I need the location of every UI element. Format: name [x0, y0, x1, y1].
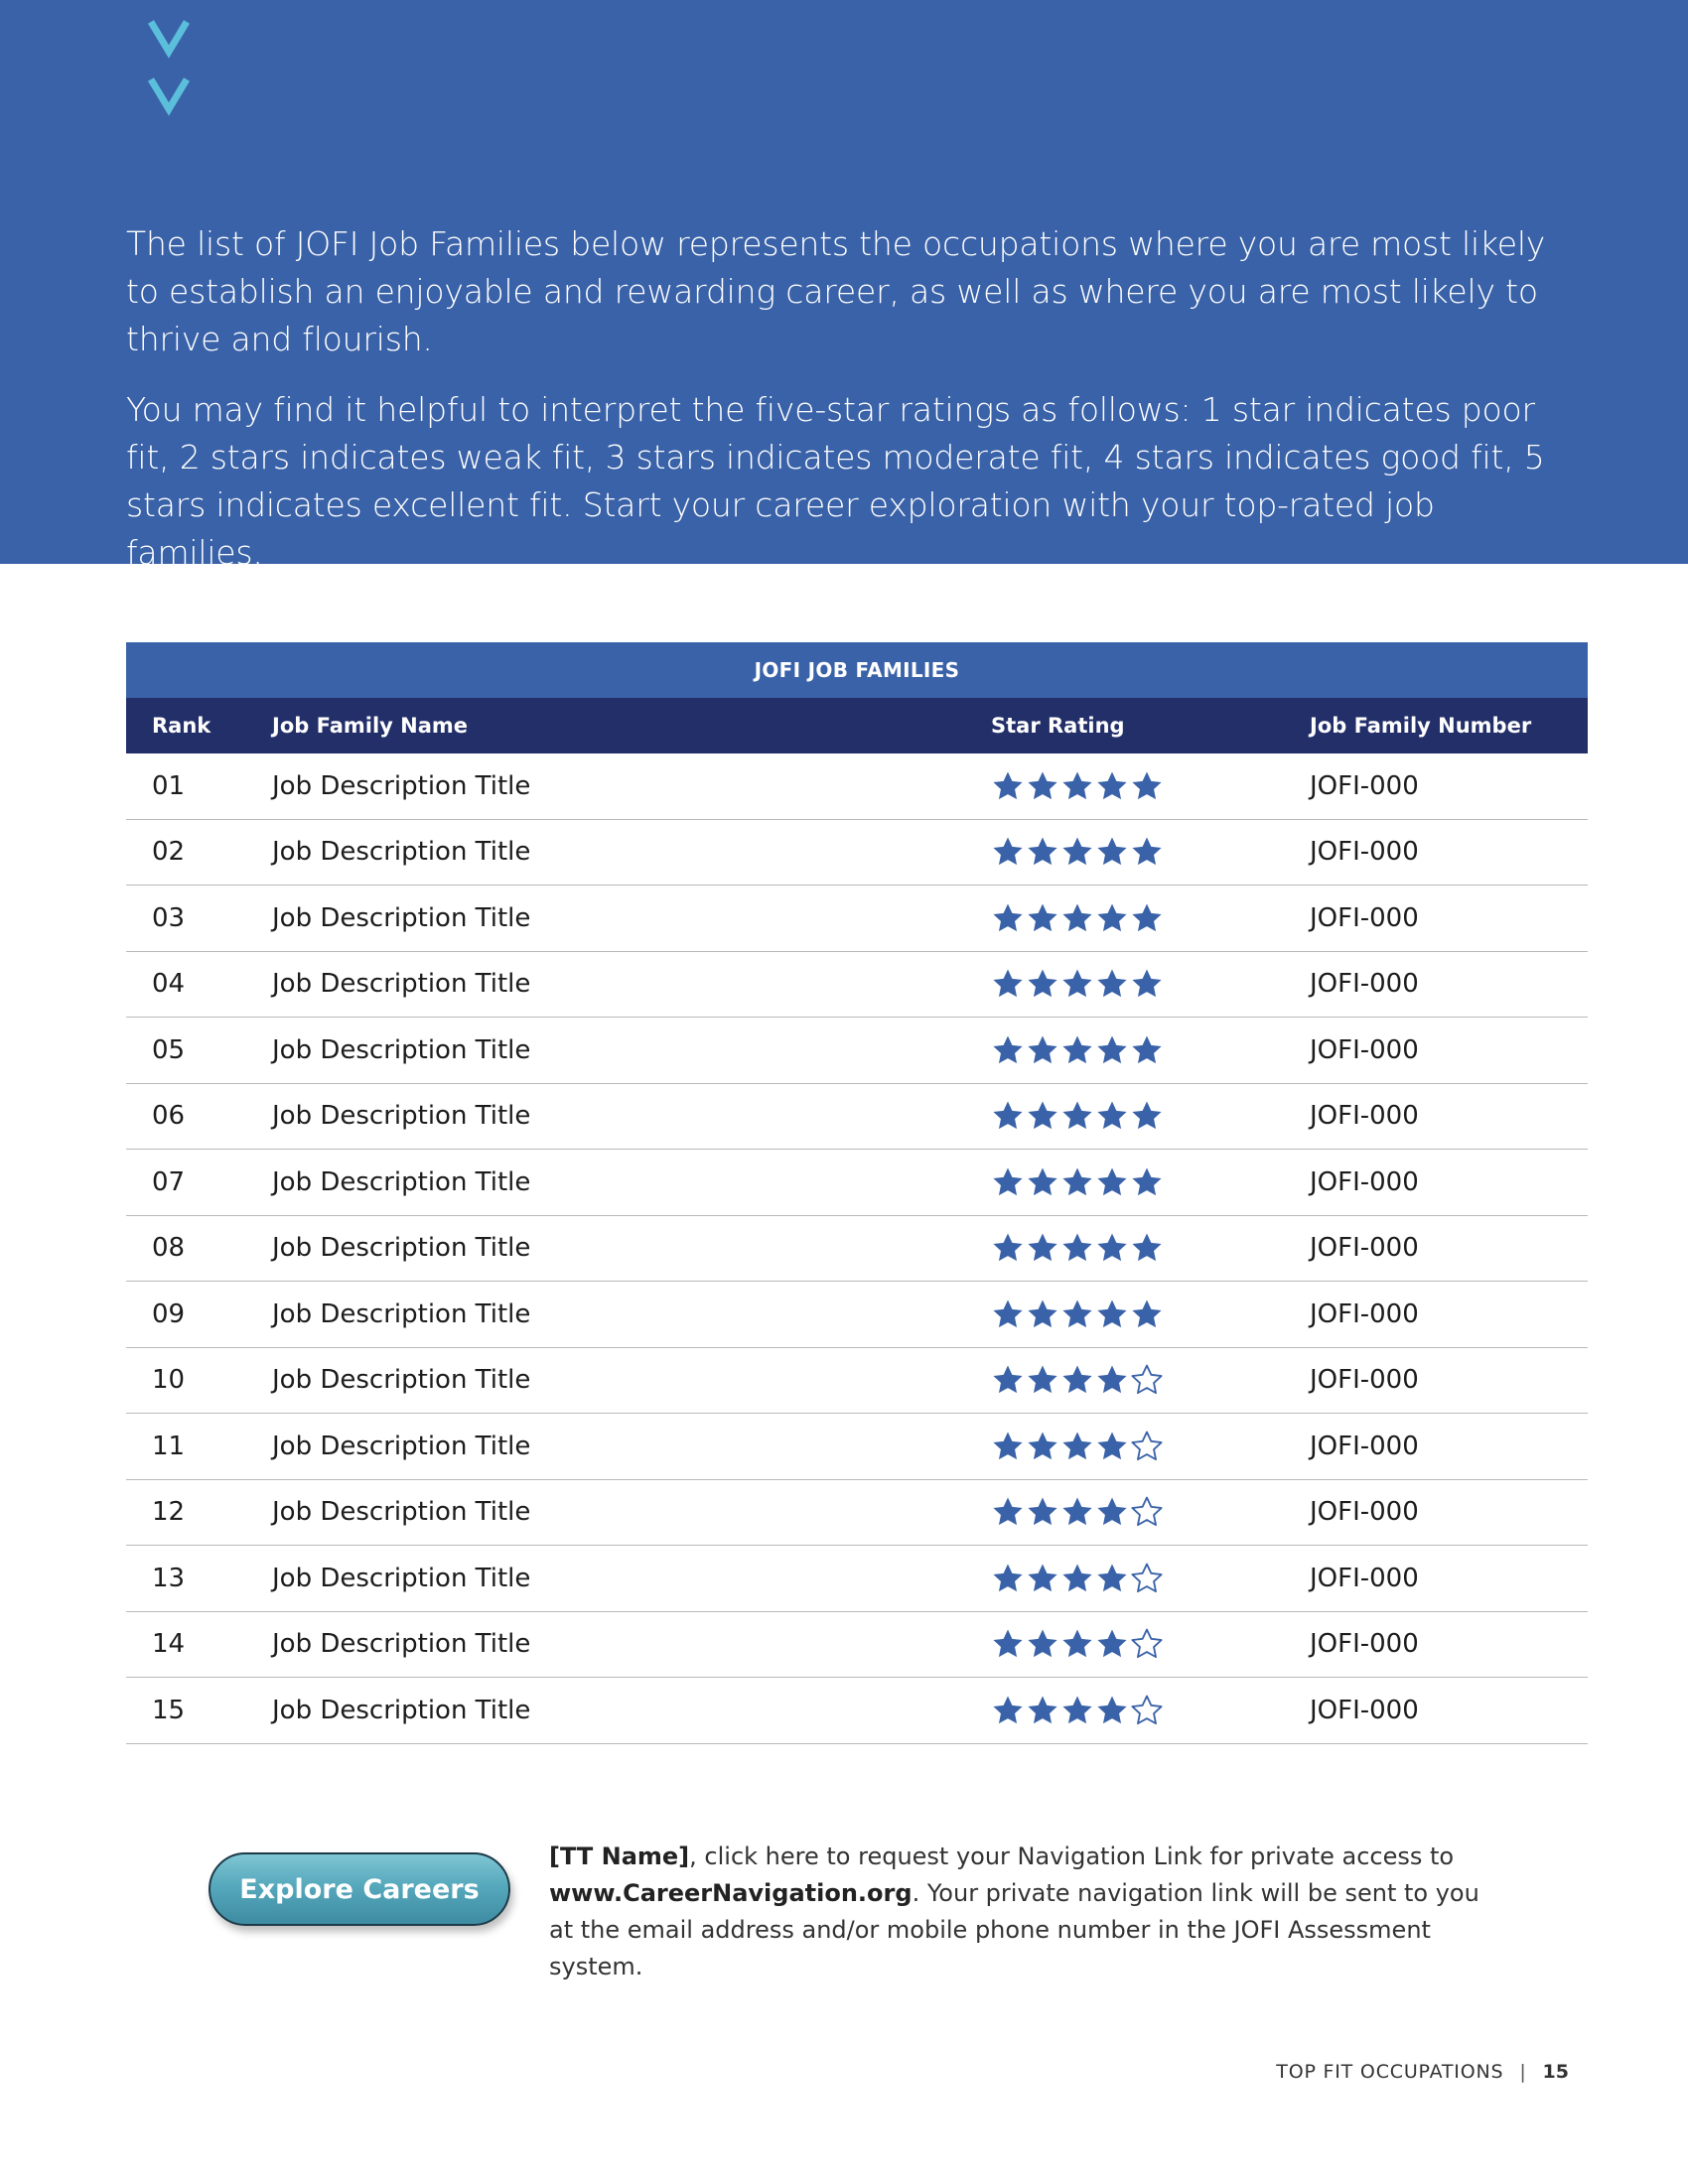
row-job-family-name: Job Description Title	[272, 1166, 531, 1197]
row-star-rating	[991, 1430, 1164, 1463]
row-job-family-name: Job Description Title	[272, 969, 531, 1000]
star-filled-icon	[1130, 1297, 1164, 1331]
star-filled-icon	[1026, 1099, 1059, 1133]
header-star-rating: Star Rating	[991, 714, 1125, 738]
row-job-family-name: Job Description Title	[272, 1563, 531, 1593]
row-star-rating	[991, 1033, 1164, 1067]
cta-text-before-link: , click here to request your Navigation Link for private access to	[689, 1843, 1455, 1870]
star-filled-icon	[991, 1627, 1025, 1661]
star-filled-icon	[991, 1363, 1025, 1397]
star-filled-icon	[991, 769, 1025, 803]
star-filled-icon	[1095, 1363, 1129, 1397]
star-filled-icon	[991, 1099, 1025, 1133]
row-job-family-name: Job Description Title	[272, 1101, 531, 1132]
row-job-family-name: Job Description Title	[272, 1629, 531, 1660]
table-row	[126, 952, 1588, 1019]
job-families-table	[126, 642, 1588, 1744]
star-filled-icon	[1026, 1297, 1059, 1331]
row-job-family-number: JOFI-000	[1310, 1298, 1419, 1329]
row-star-rating	[991, 1297, 1164, 1331]
row-star-rating	[991, 1099, 1164, 1133]
row-rank: 15	[152, 1695, 186, 1725]
table-row	[126, 886, 1588, 952]
star-filled-icon	[991, 1165, 1025, 1199]
star-empty-icon	[1130, 1495, 1164, 1529]
table-row	[126, 1612, 1588, 1679]
table-body	[126, 753, 1588, 1744]
row-job-family-number: JOFI-000	[1310, 1166, 1419, 1197]
star-filled-icon	[1060, 1165, 1094, 1199]
star-filled-icon	[1060, 1694, 1094, 1727]
row-rank: 11	[152, 1431, 186, 1461]
star-filled-icon	[991, 967, 1025, 1001]
row-job-family-name: Job Description Title	[272, 837, 531, 868]
row-star-rating	[991, 901, 1164, 935]
star-filled-icon	[1026, 1627, 1059, 1661]
header-job-family-name: Job Family Name	[272, 714, 469, 738]
table-row	[126, 1546, 1588, 1612]
row-job-family-number: JOFI-000	[1310, 902, 1419, 933]
star-filled-icon	[1130, 835, 1164, 869]
star-empty-icon	[1130, 1627, 1164, 1661]
header-rank: Rank	[152, 714, 211, 738]
header-job-family-number: Job Family Number	[1310, 714, 1532, 738]
star-filled-icon	[1060, 1297, 1094, 1331]
row-rank: 05	[152, 1034, 186, 1065]
star-filled-icon	[1095, 769, 1129, 803]
star-filled-icon	[1060, 1033, 1094, 1067]
star-filled-icon	[1026, 1363, 1059, 1397]
row-star-rating	[991, 1231, 1164, 1265]
star-empty-icon	[1130, 1430, 1164, 1463]
row-job-family-name: Job Description Title	[272, 1695, 531, 1725]
intro-paragraph-1: The list of JOFI Job Families below represents the occupations where you are most likely to establish an enjoyable and rewarding career, as well as where you are most likely to thrive and flourish.	[126, 224, 1546, 358]
row-star-rating	[991, 967, 1164, 1001]
page-number: 15	[1542, 2061, 1569, 2083]
row-rank: 06	[152, 1101, 186, 1132]
explore-careers-button[interactable]: Explore Careers	[209, 1852, 510, 1926]
row-job-family-number: JOFI-000	[1310, 770, 1419, 801]
star-filled-icon	[1095, 835, 1129, 869]
star-filled-icon	[1026, 1694, 1059, 1727]
row-job-family-number: JOFI-000	[1310, 1563, 1419, 1593]
star-filled-icon	[1026, 1231, 1059, 1265]
row-job-family-number: JOFI-000	[1310, 1497, 1419, 1528]
page-footer	[1276, 2061, 1569, 2083]
star-filled-icon	[1130, 769, 1164, 803]
star-filled-icon	[991, 1297, 1025, 1331]
row-rank: 09	[152, 1298, 186, 1329]
star-filled-icon	[991, 1495, 1025, 1529]
star-filled-icon	[991, 835, 1025, 869]
row-job-family-name: Job Description Title	[272, 770, 531, 801]
star-filled-icon	[1095, 901, 1129, 935]
row-rank: 02	[152, 837, 186, 868]
star-filled-icon	[1130, 1033, 1164, 1067]
star-filled-icon	[1130, 967, 1164, 1001]
star-filled-icon	[1095, 967, 1129, 1001]
tt-name-token: [TT Name]	[549, 1843, 690, 1870]
star-filled-icon	[1130, 1231, 1164, 1265]
row-rank: 07	[152, 1166, 186, 1197]
row-job-family-name: Job Description Title	[272, 1233, 531, 1264]
row-star-rating	[991, 1363, 1164, 1397]
row-star-rating	[991, 1495, 1164, 1529]
star-filled-icon	[1026, 769, 1059, 803]
table-row	[126, 1084, 1588, 1151]
star-filled-icon	[1060, 1231, 1094, 1265]
star-filled-icon	[1130, 1099, 1164, 1133]
row-job-family-number: JOFI-000	[1310, 1629, 1419, 1660]
star-empty-icon	[1130, 1562, 1164, 1595]
row-job-family-number: JOFI-000	[1310, 1695, 1419, 1725]
row-star-rating	[991, 1562, 1164, 1595]
star-filled-icon	[1095, 1627, 1129, 1661]
table-row	[126, 1414, 1588, 1480]
row-job-family-number: JOFI-000	[1310, 969, 1419, 1000]
row-job-family-number: JOFI-000	[1310, 1431, 1419, 1461]
cta-description	[549, 1839, 1482, 1985]
star-filled-icon	[991, 1694, 1025, 1727]
row-job-family-name: Job Description Title	[272, 1298, 531, 1329]
star-filled-icon	[991, 1430, 1025, 1463]
row-job-family-number: JOFI-000	[1310, 1101, 1419, 1132]
row-rank: 03	[152, 902, 186, 933]
star-filled-icon	[1060, 1627, 1094, 1661]
star-filled-icon	[1060, 1363, 1094, 1397]
career-navigation-link[interactable]: www.CareerNavigation.org	[549, 1879, 913, 1907]
intro-text	[126, 220, 1576, 600]
star-filled-icon	[1026, 1430, 1059, 1463]
row-star-rating	[991, 1627, 1164, 1661]
star-filled-icon	[1130, 1165, 1164, 1199]
star-filled-icon	[1095, 1165, 1129, 1199]
star-empty-icon	[1130, 1363, 1164, 1397]
row-job-family-number: JOFI-000	[1310, 837, 1419, 868]
table-row	[126, 1150, 1588, 1216]
star-filled-icon	[1026, 835, 1059, 869]
star-filled-icon	[1095, 1297, 1129, 1331]
table-row	[126, 1216, 1588, 1283]
footer-separator: |	[1519, 2061, 1527, 2083]
star-filled-icon	[1026, 1495, 1059, 1529]
table-header-row	[126, 698, 1588, 753]
star-filled-icon	[1060, 901, 1094, 935]
row-rank: 12	[152, 1497, 186, 1528]
row-star-rating	[991, 1165, 1164, 1199]
explore-careers-cta	[209, 1852, 510, 1926]
star-filled-icon	[1060, 1495, 1094, 1529]
row-job-family-number: JOFI-000	[1310, 1233, 1419, 1264]
star-filled-icon	[991, 1562, 1025, 1595]
chevron-logo-icon	[147, 18, 191, 117]
star-filled-icon	[1095, 1033, 1129, 1067]
star-filled-icon	[1130, 901, 1164, 935]
row-job-family-name: Job Description Title	[272, 1431, 531, 1461]
row-rank: 13	[152, 1563, 186, 1593]
star-filled-icon	[1060, 967, 1094, 1001]
star-filled-icon	[1026, 901, 1059, 935]
table-row	[126, 1480, 1588, 1547]
star-filled-icon	[1026, 967, 1059, 1001]
star-filled-icon	[1095, 1231, 1129, 1265]
cta-text-after-link: . Your private navigation link will be sent to you at the email address and/or mobile phone number in the JOFI Assessment system.	[549, 1879, 1479, 1980]
star-filled-icon	[991, 1231, 1025, 1265]
table-banner-title: JOFI JOB FAMILIES	[126, 642, 1588, 698]
table-row	[126, 1018, 1588, 1084]
star-filled-icon	[1026, 1165, 1059, 1199]
table-row	[126, 1348, 1588, 1415]
star-filled-icon	[991, 1033, 1025, 1067]
row-star-rating	[991, 769, 1164, 803]
star-empty-icon	[1130, 1694, 1164, 1727]
row-job-family-name: Job Description Title	[272, 1034, 531, 1065]
star-filled-icon	[1060, 769, 1094, 803]
star-filled-icon	[1060, 1562, 1094, 1595]
row-rank: 08	[152, 1233, 186, 1264]
row-star-rating	[991, 835, 1164, 869]
star-filled-icon	[1060, 835, 1094, 869]
table-row	[126, 820, 1588, 887]
table-row	[126, 1678, 1588, 1744]
star-filled-icon	[1095, 1694, 1129, 1727]
row-rank: 14	[152, 1629, 186, 1660]
star-filled-icon	[991, 901, 1025, 935]
row-job-family-name: Job Description Title	[272, 1497, 531, 1528]
star-filled-icon	[1095, 1495, 1129, 1529]
row-rank: 04	[152, 969, 186, 1000]
row-job-family-name: Job Description Title	[272, 1365, 531, 1396]
star-filled-icon	[1060, 1099, 1094, 1133]
row-star-rating	[991, 1694, 1164, 1727]
star-filled-icon	[1026, 1033, 1059, 1067]
row-rank: 10	[152, 1365, 186, 1396]
star-filled-icon	[1026, 1562, 1059, 1595]
row-job-family-number: JOFI-000	[1310, 1034, 1419, 1065]
table-row	[126, 753, 1588, 820]
star-filled-icon	[1060, 1430, 1094, 1463]
row-job-family-number: JOFI-000	[1310, 1365, 1419, 1396]
footer-section-title: TOP FIT OCCUPATIONS	[1276, 2061, 1504, 2083]
table-row	[126, 1282, 1588, 1348]
row-job-family-name: Job Description Title	[272, 902, 531, 933]
hero-banner	[0, 0, 1688, 572]
star-filled-icon	[1095, 1430, 1129, 1463]
star-filled-icon	[1095, 1562, 1129, 1595]
star-filled-icon	[1095, 1099, 1129, 1133]
intro-paragraph-2: You may find it helpful to interpret the five-star ratings as follows: 1 star indicates poor fit, 2 stars indicates weak fit, 3 stars indicates moderate fit, 4 stars indicates good fit, 5 stars indicates excellent fit. Start your career exploration with your top-rated job families.	[126, 390, 1545, 572]
row-rank: 01	[152, 770, 186, 801]
